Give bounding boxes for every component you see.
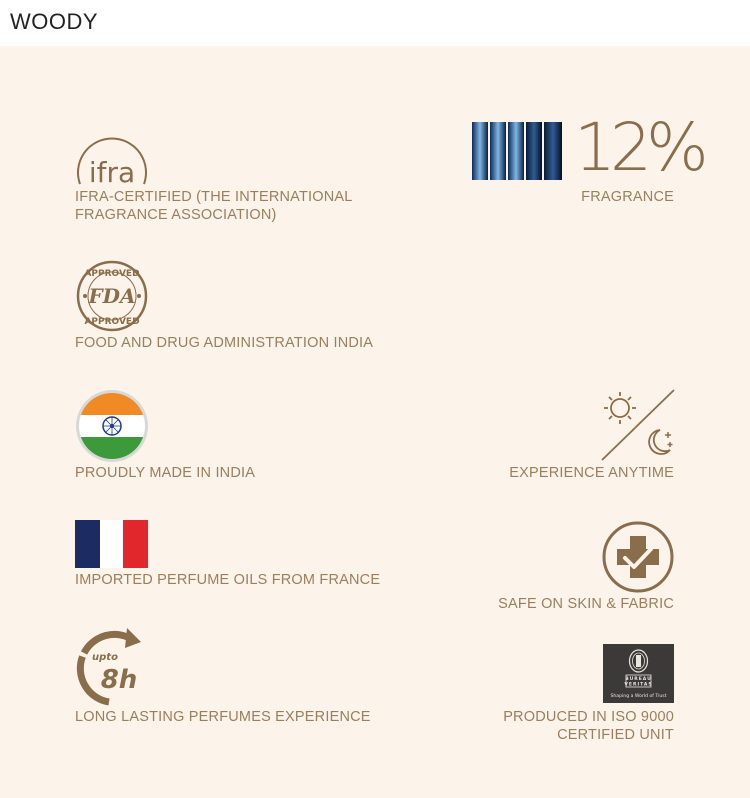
ifra-logo-icon xyxy=(74,124,150,188)
skin-caption: SAFE ON SKIN & FABRIC xyxy=(498,596,674,612)
anytime-caption: EXPERIENCE ANYTIME xyxy=(509,465,674,481)
ifra-caption-line1: IFRA-CERTIFIED (THE INTERNATIONAL xyxy=(75,189,353,205)
fragrance-caption: FRAGRANCE xyxy=(581,189,674,205)
badge-upto-text: upto xyxy=(92,652,118,663)
badge-8h-text: 8h xyxy=(100,665,138,695)
fragrance-bottles-icon xyxy=(472,122,572,180)
fda-approved-icon xyxy=(75,260,149,332)
header-bar xyxy=(0,0,750,46)
upto-8h-icon xyxy=(75,626,145,706)
bureau-veritas-logo xyxy=(603,644,674,703)
ifra-logo-text: ifra xyxy=(88,156,136,188)
iso-caption-line2: CERTIFIED UNIT xyxy=(557,727,674,743)
iso-caption xyxy=(503,708,674,744)
bv-tagline: Shaping a World of Trust xyxy=(610,694,667,699)
fda-logo-bottom: APPROVED xyxy=(84,317,140,327)
ifra-caption-line2: FRAGRANCE ASSOCIATION) xyxy=(75,207,277,223)
france-caption: IMPORTED PERFUME OILS FROM FRANCE xyxy=(75,572,381,588)
india-caption: PROUDLY MADE IN INDIA xyxy=(75,465,256,481)
fragrance-percent-text: 12% xyxy=(574,109,703,186)
bv-line2: VERITAS xyxy=(624,682,653,688)
india-flag-icon xyxy=(75,389,149,463)
features-panel xyxy=(0,46,750,798)
fragrance-percent xyxy=(574,109,703,186)
lasting-caption: LONG LASTING PERFUMES EXPERIENCE xyxy=(75,709,371,725)
fda-caption: FOOD AND DRUG ADMINISTRATION INDIA xyxy=(75,335,374,351)
fda-logo-mid: FDA xyxy=(88,284,136,308)
france-flag-icon xyxy=(75,520,148,568)
bv-line1: BUREAU xyxy=(625,677,652,682)
ifra-caption xyxy=(75,188,353,224)
fda-logo-top: APPROVED xyxy=(84,269,140,279)
day-night-icon xyxy=(600,388,676,462)
iso-caption-line1: PRODUCED IN ISO 9000 xyxy=(503,709,674,725)
safe-skin-icon xyxy=(601,520,675,594)
page-title: WOODY xyxy=(10,9,99,34)
